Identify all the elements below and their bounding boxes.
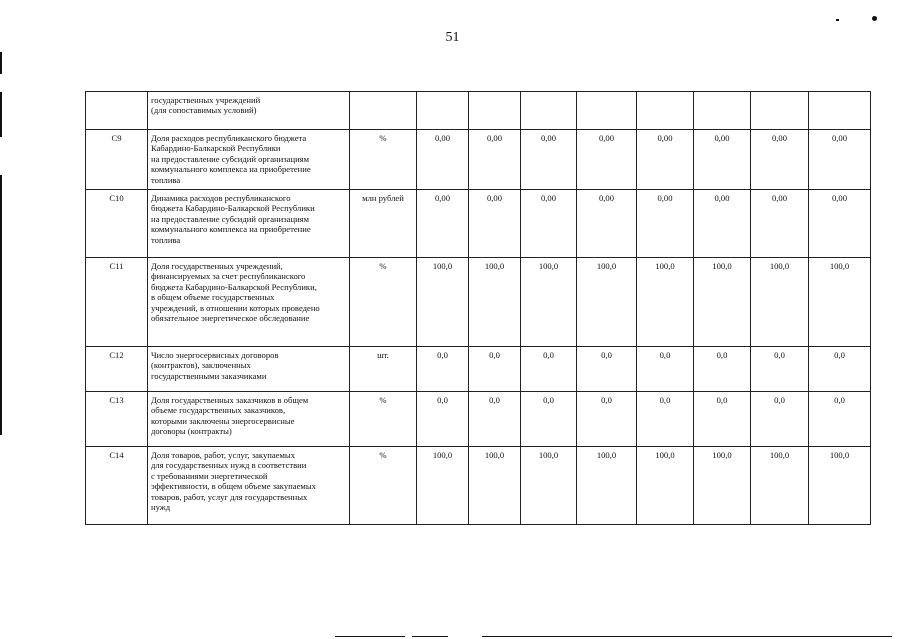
row-value-cell: 0,0 [751,392,809,447]
row-code: С9 [86,130,148,190]
row-value-cell: 0,00 [751,190,809,258]
row-code: С12 [86,347,148,392]
row-value-cell: 0,00 [469,190,521,258]
row-value-cell: 0,00 [637,130,694,190]
row-value-cell: 0,00 [577,190,637,258]
table-row [86,258,871,347]
row-value-cell: 0,0 [637,392,694,447]
row-value-cell: 100,0 [521,258,577,347]
row-value-cell: 0,00 [809,190,871,258]
row-value-cell: 0,0 [577,347,637,392]
table-row [86,392,871,447]
row-indicator-name: государственных учреждений (для сопоставимых условий) [148,92,350,130]
row-indicator-name: Число энергосервисных договоров (контрактов), заключенных государственными заказчиками [148,347,350,392]
row-value-cell: 100,0 [694,258,751,347]
scan-mark-left-3 [0,175,2,435]
row-indicator-name: Доля государственных заказчиков в общем объеме государственных заказчиков, которыми заключены энергосервисные договоры (контракты) [148,392,350,447]
row-unit [350,92,417,130]
row-value-cell [694,92,751,130]
row-unit: шт. [350,347,417,392]
row-code: С10 [86,190,148,258]
row-value-cell: 0,00 [417,130,469,190]
row-unit: % [350,258,417,347]
row-value-cell: 100,0 [417,258,469,347]
row-code: С13 [86,392,148,447]
row-value-cell [577,92,637,130]
scan-line-bottom-3 [482,636,892,637]
row-value-cell: 0,00 [417,190,469,258]
row-value-cell: 0,0 [521,347,577,392]
row-value-cell: 0,0 [417,392,469,447]
row-value-cell [751,92,809,130]
row-value-cell: 0,0 [694,392,751,447]
row-value-cell: 0,00 [751,130,809,190]
row-value-cell: 0,0 [809,392,871,447]
row-unit: % [350,130,417,190]
row-value-cell: 100,0 [469,447,521,525]
row-value-cell: 100,0 [809,258,871,347]
table-row [86,130,871,190]
row-value-cell: 100,0 [751,258,809,347]
scan-mark-left-2 [0,92,2,137]
row-value-cell: 0,0 [469,392,521,447]
row-unit: % [350,392,417,447]
row-value-cell: 100,0 [637,258,694,347]
row-value-cell: 100,0 [577,258,637,347]
row-value-cell: 100,0 [637,447,694,525]
row-value-cell: 100,0 [751,447,809,525]
row-value-cell [469,92,521,130]
row-indicator-name: Доля государственных учреждений, финансируемых за счет республиканского бюджета Кабардино-Балкарской Республики, в общем объеме государственных учреждений, в отношении которых проведено обязательное энергетическое обследование [148,258,350,347]
table-row [86,190,871,258]
row-value-cell: 0,0 [751,347,809,392]
row-value-cell: 0,00 [521,190,577,258]
row-value-cell: 0,0 [417,347,469,392]
row-value-cell: 0,0 [809,347,871,392]
row-value-cell: 100,0 [694,447,751,525]
row-value-cell [521,92,577,130]
row-value-cell: 0,00 [469,130,521,190]
page-number: 51 [445,30,460,45]
row-value-cell: 100,0 [809,447,871,525]
scan-mark-left-1 [0,52,2,74]
row-value-cell: 0,0 [637,347,694,392]
row-value-cell [637,92,694,130]
scan-dot-right-small [836,19,839,21]
row-value-cell [809,92,871,130]
row-value-cell: 0,00 [637,190,694,258]
row-unit: % [350,447,417,525]
row-indicator-name: Доля расходов республиканского бюджета Кабардино-Балкарской Республики на предоставление субсидий организациям коммунального комплекса на приобретение топлива [148,130,350,190]
scan-line-bottom-2 [412,636,448,637]
row-indicator-name: Динамика расходов республиканского бюджета Кабардино-Балкарской Республики на предоставление субсидий организациям коммунального комплекса на приобретение топлива [148,190,350,258]
row-code: С11 [86,258,148,347]
row-value-cell: 0,00 [694,190,751,258]
table-row [86,347,871,392]
row-value-cell: 100,0 [417,447,469,525]
row-value-cell: 0,0 [469,347,521,392]
row-value-cell [417,92,469,130]
table-row [86,447,871,525]
row-code: С14 [86,447,148,525]
row-value-cell: 0,0 [521,392,577,447]
row-value-cell: 0,00 [809,130,871,190]
table-row [86,92,871,130]
row-unit: млн рублей [350,190,417,258]
indicators-table [85,91,871,525]
table-body [86,92,871,525]
scan-line-bottom-1 [335,636,405,637]
row-value-cell: 0,0 [577,392,637,447]
row-value-cell: 100,0 [469,258,521,347]
row-value-cell: 100,0 [521,447,577,525]
row-value-cell: 0,00 [694,130,751,190]
row-value-cell: 0,0 [694,347,751,392]
row-indicator-name: Доля товаров, работ, услуг, закупаемых для государственных нужд в соответствии с требованиями энергетической эффективности, в общем объеме закупаемых товаров, работ, услуг для государственных нужд [148,447,350,525]
row-value-cell: 100,0 [577,447,637,525]
scan-dot-right [872,16,877,21]
row-code [86,92,148,130]
row-value-cell: 0,00 [577,130,637,190]
row-value-cell: 0,00 [521,130,577,190]
